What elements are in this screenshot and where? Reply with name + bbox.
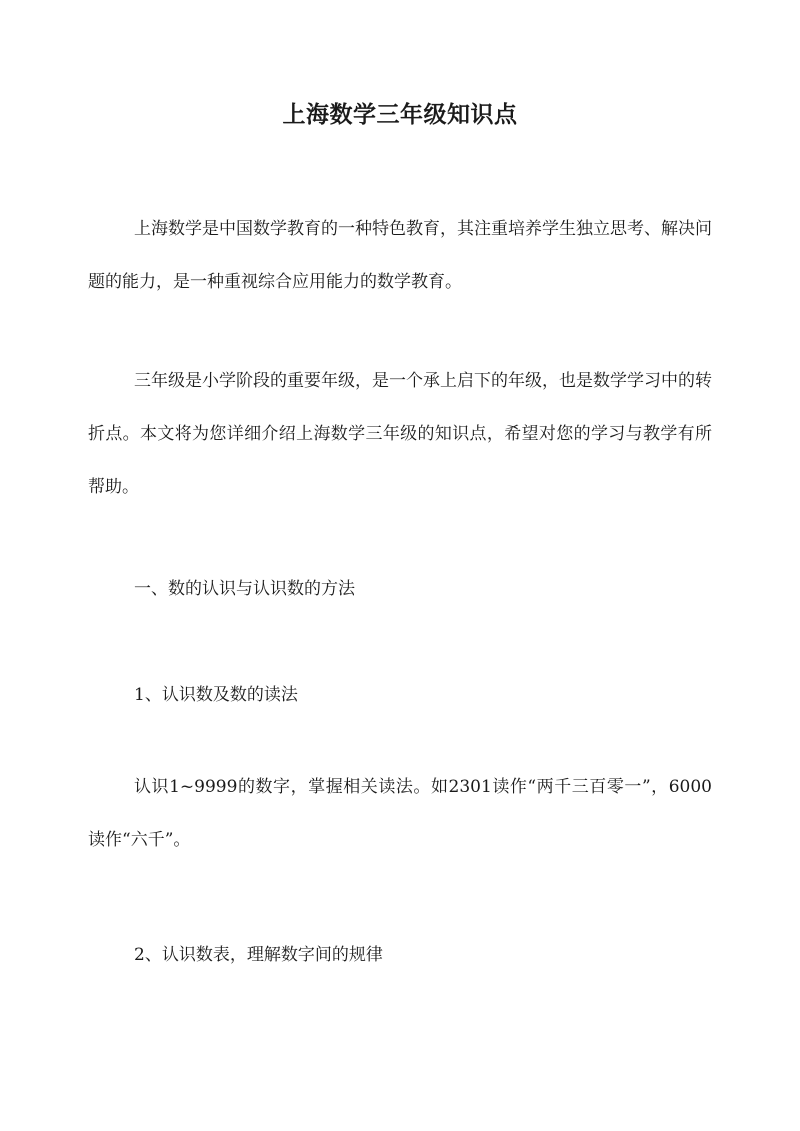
intro-paragraph: 上海数学是中国数学教育的一种特色教育，其注重培养学生独立思考、解决问题的能力，是一种重视综合应用能力的数学教育。 bbox=[88, 219, 712, 292]
subsection-heading-number-table: 2、认识数表，理解数字间的规律 bbox=[134, 945, 383, 965]
document-title: 上海数学三年级知识点 bbox=[282, 101, 518, 128]
grade-three-paragraph: 三年级是小学阶段的重要年级，是一个承上启下的年级，也是数学学习中的转折点。本文将为您详细介绍上海数学三年级的知识点，希望对您的学习与教学有所帮助。 bbox=[88, 371, 712, 497]
section-heading-number-recognition: 一、数的认识与认识数的方法 bbox=[134, 579, 355, 599]
reading-numbers-paragraph: 认识1~9999的数字，掌握相关读法。如2301读作“两千三百零一”，6000读作“六千”。 bbox=[88, 777, 712, 850]
subsection-heading-reading-numbers: 1、认识数及数的读法 bbox=[134, 685, 298, 705]
